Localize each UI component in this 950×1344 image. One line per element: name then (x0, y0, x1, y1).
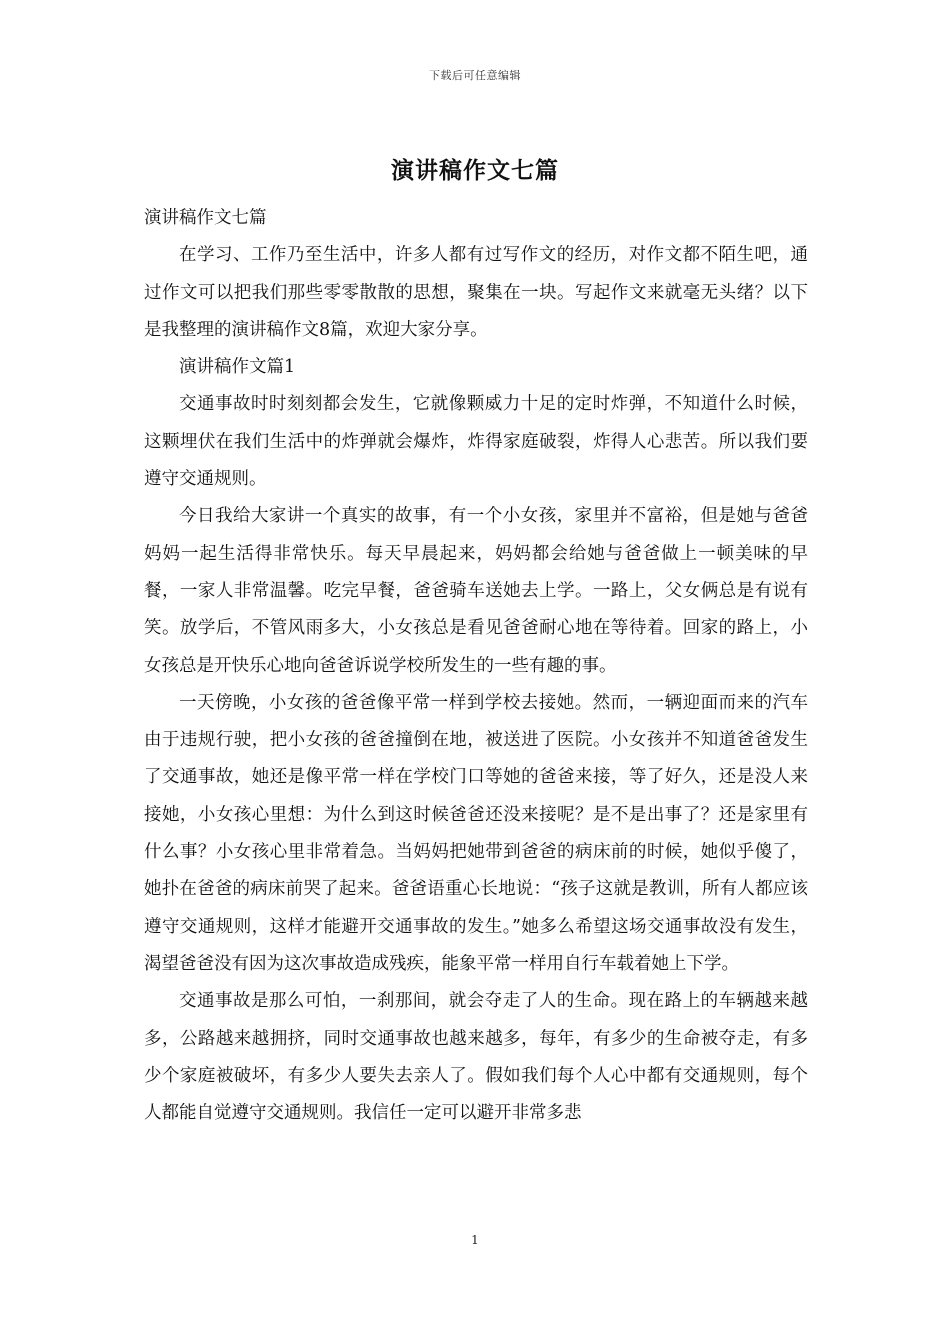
section-heading: 演讲稿作文篇1 (179, 357, 296, 378)
subtitle-line: 演讲稿作文七篇 (144, 208, 267, 228)
document-body (144, 200, 808, 1132)
paragraph: 交通事故是那么可怕，一刹那间，就会夺走了人的生命。现在路上的车辆越来越多，公路越来越拥挤，同时交通事故也越来越多，每年，有多少的生命被夺走，有多少个家庭被破坏，有多少人要失去亲人了。假如我们每个人心中都有交通规则，每个人都能自觉遵守交通规则。我信任一定可以避开非常多悲 (144, 991, 808, 1124)
paragraph: 交通事故时时刻刻都会发生，它就像颗威力十足的定时炸弹，不知道什么时候，这颗埋伏在我们生活中的炸弹就会爆炸，炸得家庭破裂，炸得人心悲苦。所以我们要遵守交通规则。 (144, 394, 808, 490)
document-title: 演讲稿作文七篇 (391, 157, 559, 184)
paragraph: 今日我给大家讲一个真实的故事，有一个小女孩，家里并不富裕，但是她与爸爸妈妈一起生活得非常快乐。每天早晨起来，妈妈都会给她与爸爸做上一顿美味的早餐，一家人非常温馨。吃完早餐，爸爸骑车送她去上学。一路上，父女俩总是有说有笑。放学后，不管风雨多大，小女孩总是看见爸爸耐心地在等待着。回家的路上，小女孩总是开快乐心地向爸爸诉说学校所发生的一些有趣的事。 (144, 506, 808, 676)
paragraph: 在学习、工作乃至生活中，许多人都有过写作文的经历，对作文都不陌生吧，通过作文可以把我们那些零零散散的思想，聚集在一块。写起作文来就毫无头绪？以下是我整理的演讲稿作文8篇，欢迎大家分享。 (144, 245, 808, 340)
page-number: 1 (471, 1233, 479, 1247)
header-note: 下载后可任意编辑 (429, 69, 521, 82)
paragraph: 一天傍晚，小女孩的爸爸像平常一样到学校去接她。然而，一辆迎面而来的汽车由于违规行驶，把小女孩的爸爸撞倒在地，被送进了医院。小女孩并不知道爸爸发生了交通事故，她还是像平常一样在学校门口等她的爸爸来接，等了好久，还是没人来接她，小女孩心里想：为什么到这时候爸爸还没来接呢？是不是出事了？还是家里有什么事？小女孩心里非常着急。当妈妈把她带到爸爸的病床前的时候，她似乎傻了，她扑在爸爸的病床前哭了起来。爸爸语重心长地说：“孩子这就是教训，所有人都应该遵守交通规则，这样才能避开交通事故的发生。”她多么希望这场交通事故没有发生，渴望爸爸没有因为这次事故造成残疾，能象平常一样用自行车载着她上下学。 (144, 692, 808, 974)
